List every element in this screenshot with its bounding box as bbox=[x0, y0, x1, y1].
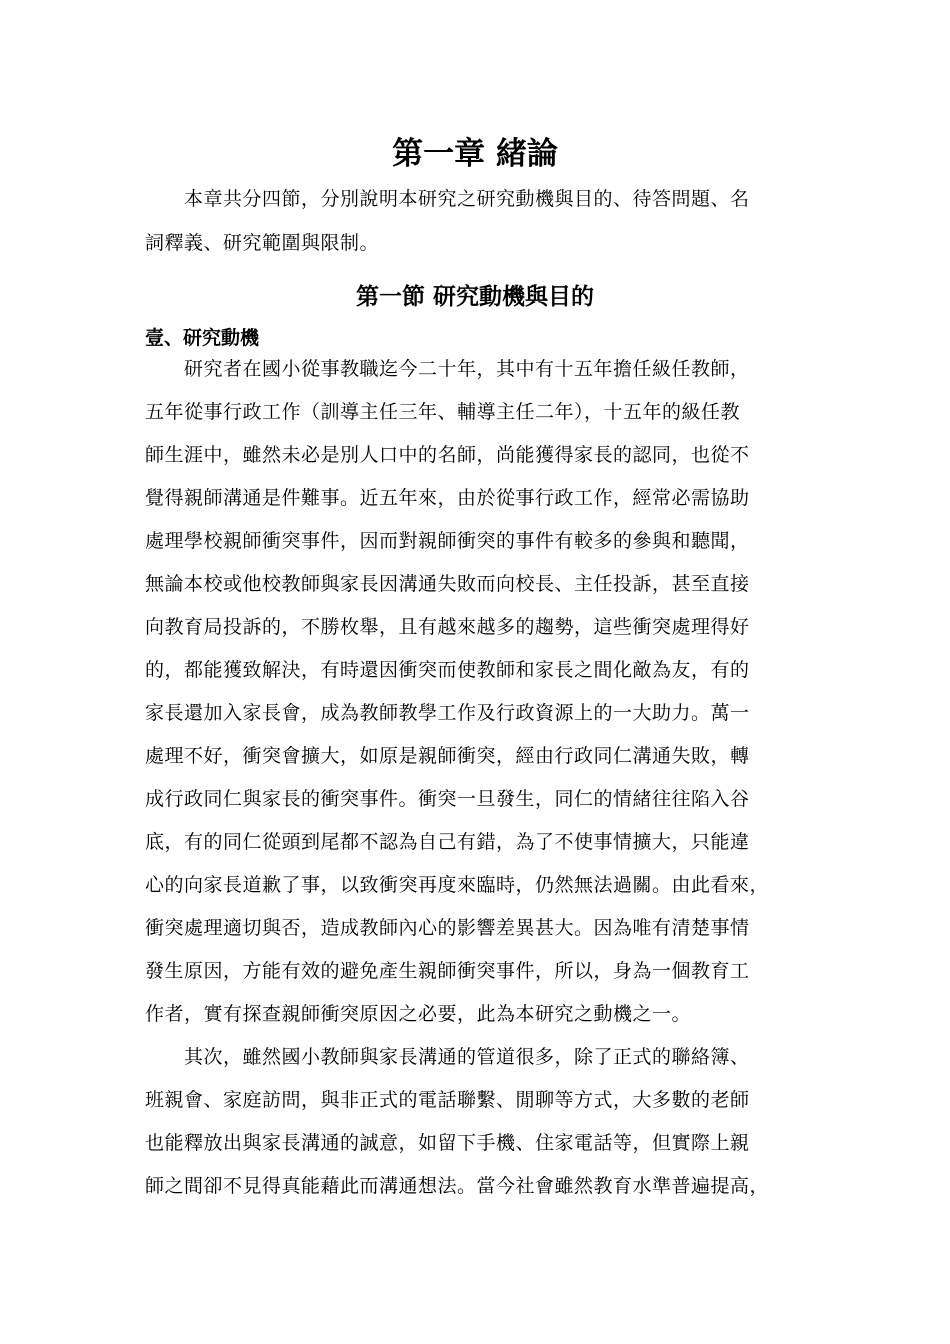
paragraph-line: 向教育局投訴的，不勝枚舉，且有越來越多的趨勢，這些衝突處理得好 bbox=[145, 616, 750, 638]
paragraph-line: 衝突處理適切與否，造成教師內心的影響差異甚大。因為唯有清楚事情 bbox=[145, 917, 750, 939]
paragraph-line: 也能釋放出與家長溝通的誠意，如留下手機、住家電話等，但實際上親 bbox=[145, 1132, 750, 1154]
paragraph-line: 心的向家長道歉了事，以致衝突再度來臨時，仍然無法過關。由此看來， bbox=[145, 874, 770, 896]
paragraph-line: 覺得親師溝通是件難事。近五年來，由於從事行政工作，經常必需協助 bbox=[145, 487, 750, 509]
chapter-title: 第一章 緒論 bbox=[392, 136, 558, 172]
paragraph-line: 底，有的同仁從頭到尾都不認為自己有錯，為了不使事情擴大，只能違 bbox=[145, 831, 750, 853]
paragraph-line: 發生原因，方能有效的避免產生親師衝突事件，所以，身為一個教育工 bbox=[145, 960, 750, 982]
subsection-title: 壹、研究動機 bbox=[145, 327, 260, 349]
paragraph-line: 師之間卻不見得真能藉此而溝通想法。當今社會雖然教育水準普遍提高， bbox=[145, 1175, 770, 1197]
paragraph-line: 無論本校或他校教師與家長因溝通失敗而向校長、主任投訴，甚至直接 bbox=[145, 573, 750, 595]
paragraph-line: 師生涯中，雖然未必是別人口中的名師，尚能獲得家長的認同，也從不 bbox=[145, 444, 750, 466]
paragraph-line: 研究者在國小從事教職迄今二十年，其中有十五年擔任級任教師， bbox=[184, 358, 750, 380]
paragraph-line: 作者，實有探查親師衝突原因之必要，此為本研究之動機之一。 bbox=[145, 1003, 692, 1025]
intro-line: 詞釋義、研究範圍與限制。 bbox=[145, 232, 380, 254]
paragraph-line: 其次，雖然國小教師與家長溝通的管道很多，除了正式的聯絡簿、 bbox=[184, 1046, 750, 1068]
paragraph-line: 班親會、家庭訪問，與非正式的電話聯繫、閒聊等方式，大多數的老師 bbox=[145, 1089, 750, 1111]
paragraph-line: 五年從事行政工作（訓導主任三年、輔導主任二年），十五年的級任教 bbox=[145, 401, 741, 423]
paragraph-line: 處理學校親師衝突事件，因而對親師衝突的事件有較多的參與和聽聞， bbox=[145, 530, 750, 552]
paragraph-line: 家長還加入家長會，成為教師教學工作及行政資源上的一大助力。萬一 bbox=[145, 702, 750, 724]
paragraph-line: 處理不好，衝突會擴大，如原是親師衝突，經由行政同仁溝通失敗，轉 bbox=[145, 745, 750, 767]
paragraph-line: 的，都能獲致解決，有時還因衝突而使教師和家長之間化敵為友，有的 bbox=[145, 659, 750, 681]
paragraph-line: 成行政同仁與家長的衝突事件。衝突一旦發生，同仁的情緒往往陷入谷 bbox=[145, 788, 750, 810]
intro-line: 本章共分四節，分別說明本研究之研究動機與目的、待答問題、名 bbox=[184, 188, 750, 210]
section-title: 第一節 研究動機與目的 bbox=[355, 284, 594, 310]
